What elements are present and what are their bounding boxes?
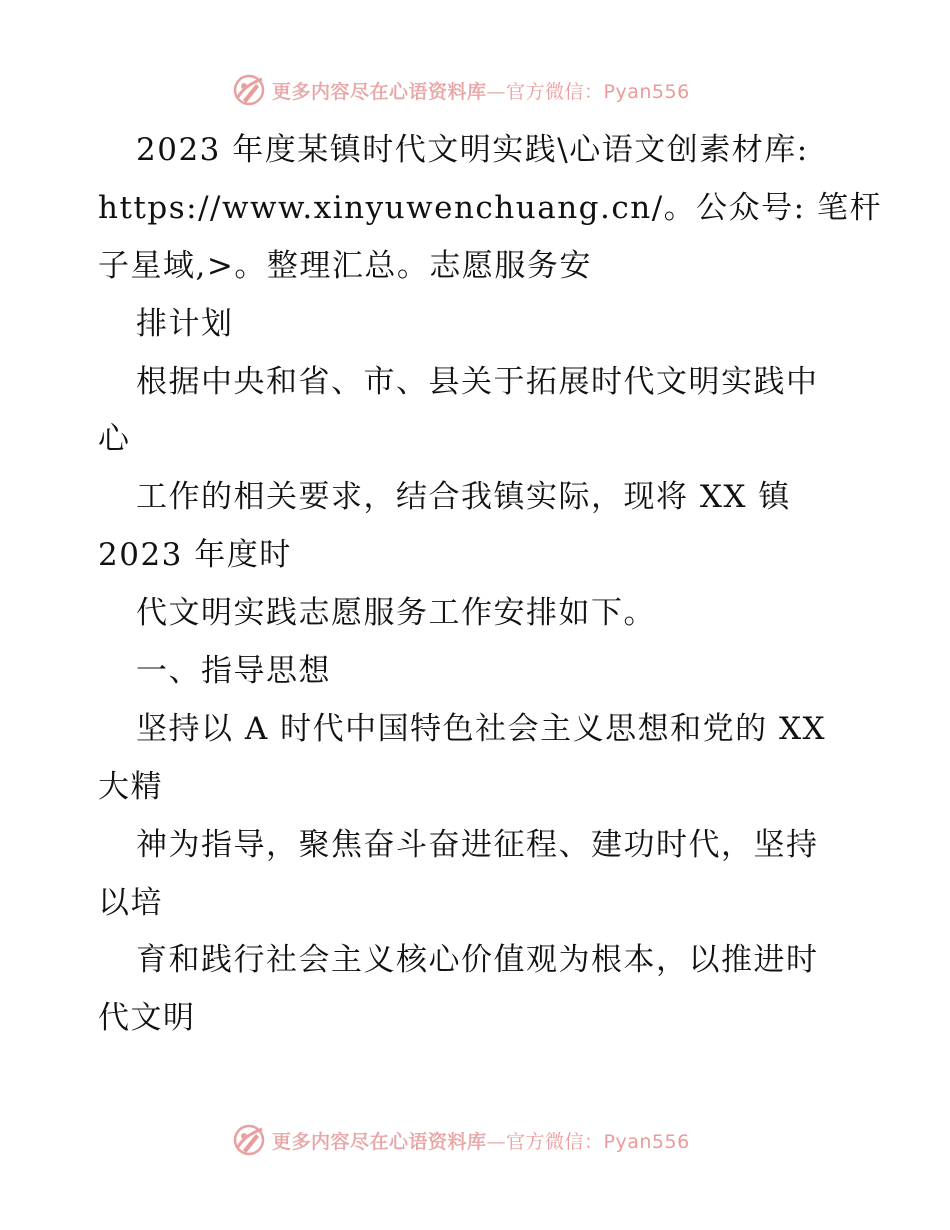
document-body <box>98 122 882 1048</box>
watermark-title: 更多内容尽在心语资料库 <box>272 80 487 103</box>
pen-logo-icon <box>232 73 266 107</box>
text-line: 代文明 <box>98 1000 196 1037</box>
text-line: 神为指导，聚焦奋斗奋进征程、建功时代，坚持 <box>136 826 819 863</box>
text-line: 工作的相关要求，结合我镇实际，现将 XX 镇 <box>136 479 791 516</box>
text-line: 以培 <box>98 884 163 921</box>
watermark-title: 更多内容尽在心语资料库 <box>272 1130 487 1153</box>
text-line: 心 <box>98 421 131 458</box>
text-line: https://www.xinyuwenchuang.cn/。公众号: 笔杆 <box>98 189 882 226</box>
watermark-banner-bottom <box>232 1120 732 1160</box>
pen-logo-icon <box>232 1123 266 1157</box>
text-line: 排计划 <box>136 305 234 342</box>
text-line: 2023 年度时 <box>98 537 292 574</box>
text-line: 2023 年度某镇时代文明实践\心语文创素材库: <box>136 132 809 168</box>
watermark-separator: — <box>486 80 507 103</box>
text-line: 子星域,>。整理汇总。志愿服务安 <box>98 247 592 284</box>
watermark-banner-top <box>232 70 732 110</box>
watermark-contact: 官方微信：Pyan556 <box>506 1130 690 1153</box>
text-line: 代文明实践志愿服务工作安排如下。 <box>136 595 656 632</box>
text-line: 坚持以 A 时代中国特色社会主义思想和党的 XX <box>136 710 827 747</box>
watermark-separator: — <box>486 1130 507 1153</box>
text-line: 育和践行社会主义核心价值观为根本，以推进时 <box>136 942 819 979</box>
watermark-contact: 官方微信：Pyan556 <box>506 80 690 103</box>
text-line: 根据中央和省、市、县关于拓展时代文明实践中 <box>136 363 819 400</box>
text-line: 一、指导思想 <box>136 653 331 690</box>
text-line: 大精 <box>98 768 163 805</box>
